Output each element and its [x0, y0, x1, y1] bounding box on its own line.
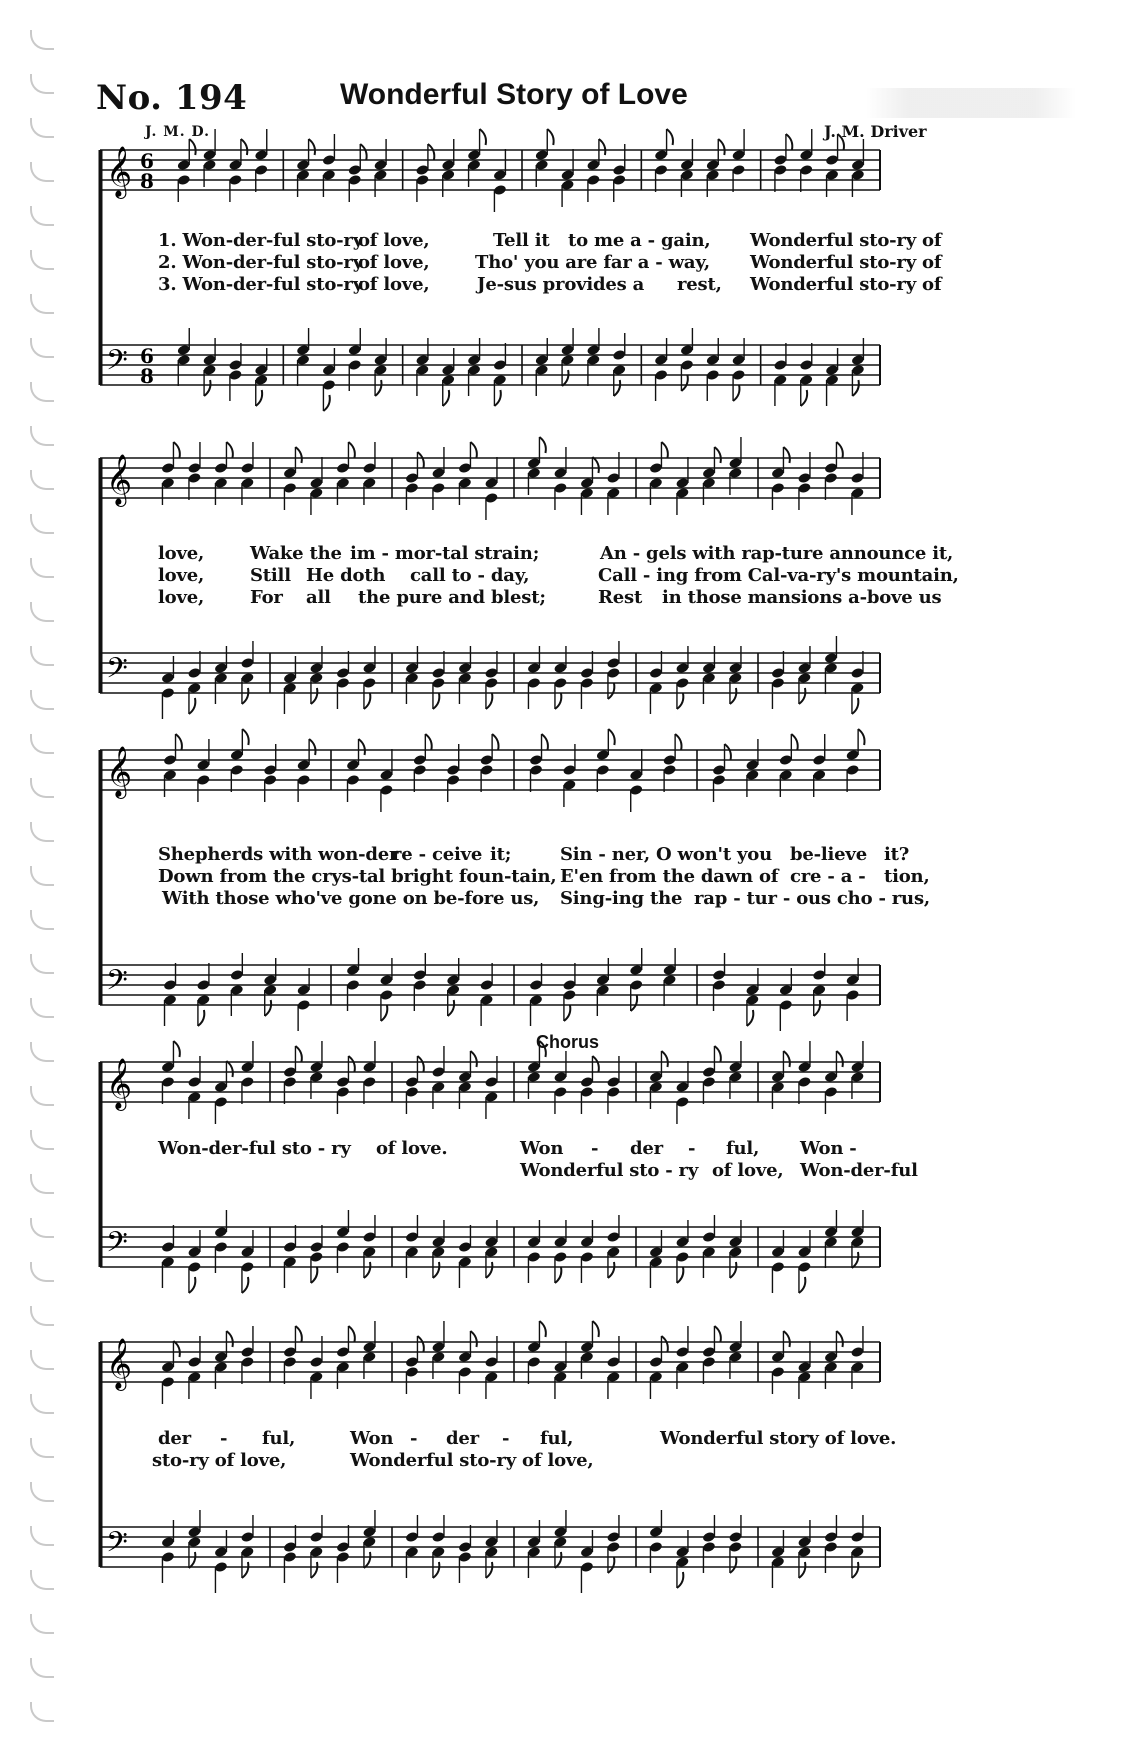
lyric-syllables: With those who've gone on be-fore us, — [162, 888, 540, 909]
binding-ring — [30, 558, 54, 578]
note-flag — [323, 395, 329, 411]
lyric-syllables: E'en from the dawn of — [560, 866, 779, 887]
note-flag — [661, 1336, 667, 1352]
note-flag — [198, 1010, 204, 1026]
note-flag — [226, 1061, 232, 1077]
lyric-syllables: of love, — [358, 274, 430, 295]
lyric-syllables: love, — [158, 543, 205, 564]
lyric-syllables: ful, — [262, 1428, 296, 1449]
note-flag — [730, 688, 736, 704]
binding-ring — [30, 294, 54, 314]
lyric-syllables: Je-sus provides a — [477, 274, 645, 295]
lyric-syllables: - — [502, 1428, 510, 1449]
chorus-label: Chorus — [536, 1032, 599, 1052]
lyric-syllables: - — [688, 1138, 696, 1159]
lyric-syllables: - — [410, 1428, 418, 1449]
note-flag — [836, 1331, 842, 1347]
note-flag — [608, 683, 614, 699]
note-flag — [486, 693, 492, 709]
music-credit: J. M. Driver — [824, 122, 927, 141]
lyric-syllables: For — [250, 587, 283, 608]
binding-ring — [30, 1262, 54, 1282]
note-flag — [433, 1262, 439, 1278]
binding-ring — [30, 998, 54, 1018]
lyric-syllables: rap - tur - ous cho - rus, — [694, 888, 930, 909]
binding-ring — [30, 690, 54, 710]
note-flag — [494, 390, 500, 406]
note-flag — [448, 1000, 454, 1016]
note-flag — [799, 688, 805, 704]
note-flag — [661, 1051, 667, 1067]
note-flag — [359, 739, 365, 755]
note-flag — [375, 380, 381, 396]
note-flag — [747, 1010, 753, 1026]
note-flag — [204, 380, 210, 396]
treble-clef-icon: 𝄞 — [106, 1338, 133, 1389]
note-flag — [730, 1262, 736, 1278]
note-flag — [783, 1331, 789, 1347]
note-flag — [608, 1557, 614, 1573]
time-signature-top: 6 — [140, 149, 154, 173]
note-flag — [417, 1056, 423, 1072]
music-system-2 — [100, 448, 980, 728]
note-flag — [242, 1277, 248, 1293]
binding-ring — [30, 1482, 54, 1502]
note-flag — [189, 698, 195, 714]
note-flag — [417, 452, 423, 468]
note-flag — [555, 1552, 561, 1568]
lyric-syllables: Down from the crys-tal bright foun-tain, — [158, 866, 557, 887]
note-flag — [470, 1051, 476, 1067]
lyric-syllables: be-lieve — [790, 844, 867, 865]
note-flag — [309, 739, 315, 755]
note-flag — [730, 1557, 736, 1573]
note-flag — [836, 442, 842, 458]
note-flag — [433, 693, 439, 709]
bleed-through-shadow — [866, 88, 1076, 118]
time-signature-bottom: 8 — [140, 169, 154, 193]
note-flag — [799, 1562, 805, 1578]
note-flag — [661, 442, 667, 458]
spiral-binding — [0, 0, 60, 1760]
binding-ring — [30, 426, 54, 446]
note-flag — [470, 1331, 476, 1347]
note-flag — [836, 1051, 842, 1067]
note-flag — [309, 139, 315, 155]
binding-ring — [30, 822, 54, 842]
note-flag — [675, 734, 681, 750]
note-flag — [555, 693, 561, 709]
binding-ring — [30, 1042, 54, 1062]
lyric-syllables: the pure and blest; — [358, 587, 546, 608]
lyric-syllables: im - mor-tal strain; — [350, 543, 540, 564]
bass-clef-icon: 𝄢 — [106, 1526, 128, 1566]
lyric-syllables: cre - a - — [790, 866, 866, 887]
note-flag — [348, 1326, 354, 1342]
note-flag — [470, 442, 476, 458]
note-flag — [599, 139, 605, 155]
note-flag — [311, 1562, 317, 1578]
lyric-syllables: Wonderful sto - ry — [520, 1160, 699, 1181]
bass-clef-icon: 𝄢 — [106, 1226, 128, 1266]
binding-ring — [30, 1394, 54, 1414]
binding-ring — [30, 1658, 54, 1678]
note-flag — [348, 1056, 354, 1072]
note-flag — [265, 1000, 271, 1016]
note-flag — [443, 390, 449, 406]
lyric-syllables: all — [306, 587, 331, 608]
lyric-syllables: Call - ing from Cal-va-ry's mountain, — [598, 565, 959, 586]
note-flag — [852, 380, 858, 396]
note-flag — [667, 129, 673, 145]
note-flag — [542, 734, 548, 750]
note-flag — [783, 447, 789, 463]
lyric-syllables: der — [446, 1428, 479, 1449]
note-flag — [295, 1326, 301, 1342]
binding-ring — [30, 910, 54, 930]
treble-clef-icon: 𝄞 — [106, 146, 133, 197]
note-flag — [858, 729, 864, 745]
note-flag — [226, 442, 232, 458]
bass-clef-icon: 𝄢 — [106, 652, 128, 692]
lyric-syllables: love, — [158, 587, 205, 608]
binding-ring — [30, 1218, 54, 1238]
words-credit: J. M. D. — [145, 124, 211, 140]
treble-clef-icon: 𝄞 — [106, 1058, 133, 1109]
lyric-syllables: Wonderful sto-ry of — [750, 274, 942, 295]
note-flag — [592, 1056, 598, 1072]
binding-ring — [30, 206, 54, 226]
note-flag — [189, 139, 195, 155]
binding-ring — [30, 1306, 54, 1326]
lyric-syllables: Won-der-ful sto - ry — [158, 1138, 351, 1159]
lyric-syllables: rest, — [677, 274, 722, 295]
note-flag — [564, 1005, 570, 1021]
binding-ring — [30, 778, 54, 798]
binding-ring — [30, 1702, 54, 1722]
lyric-syllables: Sing-ing the — [560, 888, 683, 909]
note-flag — [714, 1046, 720, 1062]
lyric-syllables: it? — [884, 844, 910, 865]
lyric-syllables: 1. Won-der-ful sto-ry — [158, 230, 363, 251]
lyric-syllables: of love. — [376, 1138, 448, 1159]
note-flag — [677, 1267, 683, 1283]
binding-ring — [30, 250, 54, 270]
lyric-syllables: Won — [520, 1138, 564, 1159]
binding-ring — [30, 382, 54, 402]
note-flag — [417, 1336, 423, 1352]
lyric-syllables: Still — [250, 565, 291, 586]
note-flag — [242, 688, 248, 704]
lyric-syllables: Wonderful story of love. — [660, 1428, 897, 1449]
note-flag — [189, 1552, 195, 1568]
bass-clef-icon: 𝄢 — [106, 344, 128, 384]
lyric-syllables: of love, — [712, 1160, 784, 1181]
note-flag — [425, 734, 431, 750]
binding-ring — [30, 866, 54, 886]
music-system-4 — [100, 1052, 980, 1302]
treble-clef-icon: 𝄞 — [106, 454, 133, 505]
music-system-5 — [100, 1332, 980, 1602]
note-flag — [242, 1562, 248, 1578]
note-flag — [256, 390, 262, 406]
bass-clef-icon: 𝄢 — [106, 964, 128, 1004]
binding-ring — [30, 1614, 54, 1634]
note-flag — [486, 1262, 492, 1278]
note-flag — [718, 139, 724, 155]
binding-ring — [30, 338, 54, 358]
binding-ring — [30, 514, 54, 534]
lyric-syllables: Wonderful sto-ry of love, — [350, 1450, 594, 1471]
lyric-syllables: Tell it — [493, 230, 550, 251]
music-system-1 — [100, 140, 980, 420]
lyric-syllables: ful, — [540, 1428, 574, 1449]
binding-ring — [30, 1086, 54, 1106]
note-flag — [486, 1562, 492, 1578]
note-flag — [592, 1321, 598, 1337]
binding-ring — [30, 118, 54, 138]
lyric-syllables: Won - — [800, 1138, 857, 1159]
binding-ring — [30, 734, 54, 754]
binding-ring — [30, 74, 54, 94]
binding-ring — [30, 1350, 54, 1370]
lyric-syllables: Wonderful sto-ry of — [750, 230, 942, 251]
note-flag — [852, 1562, 858, 1578]
note-flag — [614, 380, 620, 396]
note-flag — [189, 1277, 195, 1293]
music-system-3 — [100, 740, 980, 1040]
lyric-syllables: Shepherds with won-der — [158, 844, 399, 865]
note-flag — [173, 442, 179, 458]
note-flag — [364, 1262, 370, 1278]
note-flag — [677, 1572, 683, 1588]
lyric-syllables: - — [220, 1428, 228, 1449]
note-flag — [562, 370, 568, 386]
binding-ring — [30, 646, 54, 666]
hymn-number: No. 194 — [96, 78, 248, 118]
lyric-syllables: love, — [158, 565, 205, 586]
note-flag — [311, 688, 317, 704]
lyric-syllables: 2. Won-der-ful sto-ry — [158, 252, 363, 273]
time-signature-top: 6 — [140, 344, 154, 368]
lyric-syllables: Rest — [598, 587, 643, 608]
note-flag — [241, 139, 247, 155]
note-flag — [592, 457, 598, 473]
note-flag — [801, 390, 807, 406]
binding-ring — [30, 1570, 54, 1590]
lyric-syllables: der — [158, 1428, 191, 1449]
lyric-syllables: it; — [490, 844, 512, 865]
note-flag — [364, 693, 370, 709]
lyric-syllables: sto-ry of love, — [152, 1450, 287, 1471]
note-flag — [814, 1000, 820, 1016]
note-flag — [783, 1051, 789, 1067]
lyric-syllables: Tho' you are far a - way, — [475, 252, 710, 273]
note-flag — [725, 744, 731, 760]
note-flag — [480, 129, 486, 145]
binding-ring — [30, 162, 54, 182]
note-flag — [631, 995, 637, 1011]
binding-ring — [30, 1526, 54, 1546]
note-flag — [311, 1267, 317, 1283]
binding-ring — [30, 1130, 54, 1150]
lyric-syllables: 3. Won-der-ful sto-ry — [158, 274, 363, 295]
binding-ring — [30, 602, 54, 622]
note-flag — [492, 734, 498, 750]
note-flag — [360, 144, 366, 160]
note-flag — [852, 698, 858, 714]
binding-ring — [30, 470, 54, 490]
note-flag — [733, 385, 739, 401]
note-flag — [433, 1562, 439, 1578]
note-flag — [681, 375, 687, 391]
note-flag — [555, 1267, 561, 1283]
note-flag — [381, 1005, 387, 1021]
note-flag — [677, 693, 683, 709]
hymn-title: Wonderful Story of Love — [340, 78, 688, 111]
treble-clef-icon: 𝄞 — [106, 746, 133, 797]
note-flag — [242, 729, 248, 745]
lyric-syllables: to me a - gain, — [568, 230, 711, 251]
lyric-syllables: - — [591, 1138, 599, 1159]
lyric-syllables: re - ceive — [392, 844, 483, 865]
note-flag — [295, 447, 301, 463]
lyric-syllables: ful, — [726, 1138, 760, 1159]
lyric-syllables: in those mansions a-bove us — [662, 587, 942, 608]
lyric-syllables: call to - day, — [410, 565, 530, 586]
lyric-syllables: An - gels with rap-ture announce it, — [600, 543, 954, 564]
note-flag — [714, 447, 720, 463]
binding-ring — [30, 954, 54, 974]
note-flag — [364, 1552, 370, 1568]
binding-ring — [30, 1174, 54, 1194]
note-flag — [791, 734, 797, 750]
note-flag — [799, 1277, 805, 1293]
binding-ring — [30, 1438, 54, 1458]
note-flag — [608, 1262, 614, 1278]
lyric-syllables: der — [630, 1138, 663, 1159]
note-flag — [173, 1341, 179, 1357]
lyric-syllables: of love, — [358, 230, 430, 251]
lyric-syllables: Wonderful sto-ry of — [750, 252, 942, 273]
note-flag — [608, 729, 614, 745]
note-flag — [173, 1041, 179, 1057]
lyric-syllables: Won — [350, 1428, 394, 1449]
note-flag — [348, 442, 354, 458]
time-signature-bottom: 8 — [140, 364, 154, 388]
lyric-syllables: Wake the — [250, 543, 342, 564]
lyric-syllables: Sin - ner, O won't you — [560, 844, 772, 865]
lyric-syllables: Won-der-ful — [800, 1160, 918, 1181]
lyric-syllables: He doth — [306, 565, 386, 586]
note-flag — [547, 129, 553, 145]
note-flag — [714, 1326, 720, 1342]
note-flag — [295, 1046, 301, 1062]
note-flag — [226, 1331, 232, 1347]
note-flag — [852, 1252, 858, 1268]
note-flag — [539, 437, 545, 453]
note-flag — [539, 1321, 545, 1337]
binding-ring — [30, 30, 54, 50]
lyric-syllables: of love, — [358, 252, 430, 273]
lyric-syllables: tion, — [884, 866, 930, 887]
note-flag — [176, 734, 182, 750]
note-flag — [786, 134, 792, 150]
note-flag — [428, 144, 434, 160]
